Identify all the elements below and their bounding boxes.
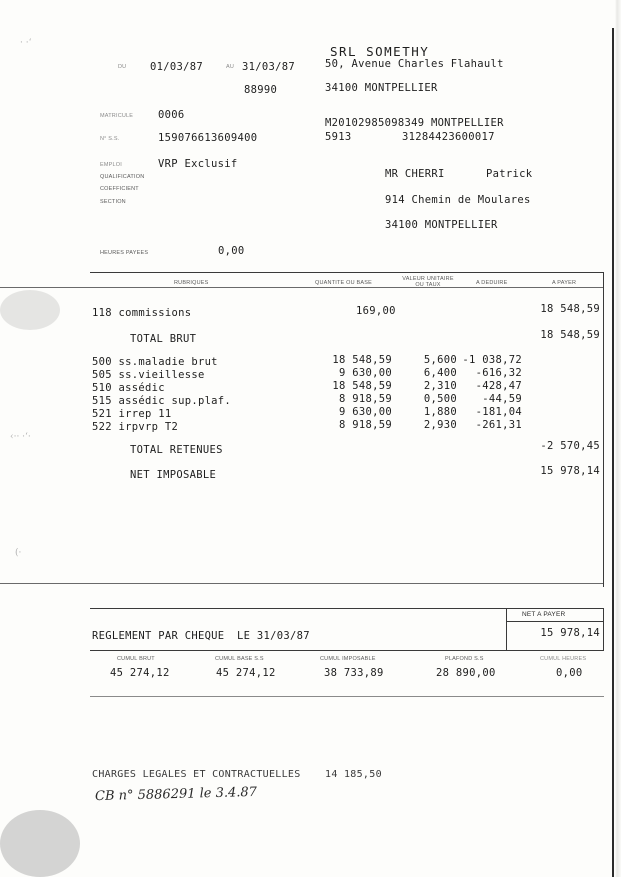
total-brut-payer: 18 548,59 <box>540 329 600 341</box>
retenue-deduire: -44,59 <box>482 393 522 405</box>
net-a-payer-label: NET A PAYER <box>522 611 566 618</box>
period-to: 31/03/87 <box>242 61 295 73</box>
cumul-brut-label: CUMUL BRUT <box>117 656 155 662</box>
scan-smudge <box>0 290 60 330</box>
retenue-base: 8 918,59 <box>339 393 392 405</box>
cumul-base-label: CUMUL BASE S.S <box>215 656 264 662</box>
retenue-base: 18 548,59 <box>332 380 392 392</box>
coefficient-label: COEFFICIENT <box>100 186 139 192</box>
cumul-heures-value: 0,00 <box>556 667 583 679</box>
cumul-imposable-value: 38 733,89 <box>324 667 384 679</box>
retenue-base: 8 918,59 <box>339 419 392 431</box>
reglement-date: LE 31/03/87 <box>237 630 310 642</box>
retenue-label: 515 assédic sup.plaf. <box>92 395 232 407</box>
retenue-taux: 6,400 <box>423 367 457 379</box>
table-right-rule <box>603 272 604 587</box>
table-top-rule <box>90 272 604 273</box>
scan-smudge <box>0 810 80 877</box>
reglement-top-rule <box>90 608 604 609</box>
cumul-plafond-label: PLAFOND S.S <box>445 656 484 662</box>
total-retenues-payer: -2 570,45 <box>540 440 600 452</box>
employer-code: 88990 <box>244 84 278 96</box>
header-rubriques: RUBRIQUES <box>174 280 209 286</box>
charges-label: CHARGES LEGALES ET CONTRACTUELLES <box>92 769 301 780</box>
matricule-label: MATRICULE <box>100 113 134 119</box>
period-to-label: AU <box>226 64 235 70</box>
scan-speck: (· <box>15 548 22 558</box>
scan-border-line <box>612 28 614 877</box>
qualification-label: QUALIFICATION <box>100 174 145 180</box>
cumul-base-value: 45 274,12 <box>216 667 276 679</box>
employer-urssaf: M20102985098349 MONTPELLIER <box>325 117 504 129</box>
retenue-taux: 2,310 <box>423 380 457 392</box>
retenue-taux: 2,930 <box>423 419 457 431</box>
net-a-payer-value: 15 978,14 <box>540 627 600 639</box>
employer-siret: 31284423600017 <box>402 131 495 143</box>
header-valeur: VALEUR UNITAIRE OU TAUX <box>402 276 454 288</box>
row-commissions-label: 118 commissions <box>92 307 192 319</box>
scan-speck: · ·‘ <box>20 38 32 48</box>
retenue-deduire: -181,04 <box>475 406 522 418</box>
cumul-heures-label: CUMUL HEURES <box>540 656 587 662</box>
heures-value: 0,00 <box>218 245 245 257</box>
retenue-base: 9 630,00 <box>339 406 392 418</box>
row-commissions-payer: 18 548,59 <box>540 303 600 315</box>
cumul-brut-value: 45 274,12 <box>110 667 170 679</box>
retenue-label: 505 ss.vieillesse <box>92 369 205 381</box>
employee-city: 34100 MONTPELLIER <box>385 219 498 231</box>
net-box-left-rule <box>506 608 507 650</box>
retenue-deduire: -261,31 <box>475 419 522 431</box>
net-box-divider <box>506 621 603 622</box>
retenue-label: 500 ss.maladie brut <box>92 356 218 368</box>
net-box-right-rule <box>603 608 604 650</box>
retenue-deduire: -1 038,72 <box>462 354 522 366</box>
scan-speck: ‹·· ·‘· <box>10 432 31 442</box>
section-label: SECTION <box>100 199 126 205</box>
employee-address: 914 Chemin de Moulares <box>385 194 531 206</box>
net-imposable-payer: 15 978,14 <box>540 465 600 477</box>
row-commissions-base: 169,00 <box>356 305 396 317</box>
emploi-value: VRP Exclusif <box>158 158 238 170</box>
retenue-label: 521 irrep 11 <box>92 408 172 420</box>
retenue-deduire: -428,47 <box>475 380 522 392</box>
employer-address: 50, Avenue Charles Flahault <box>325 58 504 70</box>
emploi-label: EMPLOI <box>100 162 122 168</box>
employee-name: MR CHERRI <box>385 168 445 180</box>
employer-ape: 5913 <box>325 131 352 143</box>
ss-number: 159076613609400 <box>158 132 258 144</box>
cumul-plafond-value: 28 890,00 <box>436 667 496 679</box>
header-payer: A PAYER <box>552 280 577 286</box>
cumul-imposable-label: CUMUL IMPOSABLE <box>320 656 376 662</box>
matricule-value: 0006 <box>158 109 185 121</box>
table-header-rule <box>0 287 604 288</box>
header-quantite: QUANTITE OU BASE <box>315 280 372 286</box>
retenue-deduire: -616,32 <box>475 367 522 379</box>
table-bottom-rule <box>0 583 604 584</box>
employer-city: 34100 MONTPELLIER <box>325 82 438 94</box>
period-from-label: DU <box>118 64 127 70</box>
total-brut-label: TOTAL BRUT <box>130 333 197 345</box>
handwritten-note: CB n° 5886291 le 3.4.87 <box>94 784 258 805</box>
charges-value: 14 185,50 <box>325 769 382 780</box>
retenue-taux: 1,880 <box>423 406 457 418</box>
retenue-taux: 0,500 <box>423 393 457 405</box>
reglement-bottom-rule <box>90 650 604 651</box>
retenue-base: 9 630,00 <box>339 367 392 379</box>
reglement-text: REGLEMENT PAR CHEQUE <box>92 630 225 642</box>
ss-label: N° S.S. <box>100 136 120 142</box>
retenue-base: 18 548,59 <box>332 354 392 366</box>
employer-name: SRL SOMETHY <box>330 44 430 59</box>
cumuls-bottom-rule <box>90 696 604 697</box>
retenue-label: 510 assédic <box>92 382 165 394</box>
total-retenues-label: TOTAL RETENUES <box>130 444 223 456</box>
heures-label: HEURES PAYEES <box>100 250 149 256</box>
period-from: 01/03/87 <box>150 61 203 73</box>
employee-first-name: Patrick <box>486 168 533 180</box>
header-deduire: A DEDUIRE <box>476 280 508 286</box>
scan-edge <box>607 0 621 877</box>
retenue-taux: 5,600 <box>423 354 457 366</box>
retenue-label: 522 irpvrp T2 <box>92 421 179 433</box>
net-imposable-label: NET IMPOSABLE <box>130 469 217 481</box>
